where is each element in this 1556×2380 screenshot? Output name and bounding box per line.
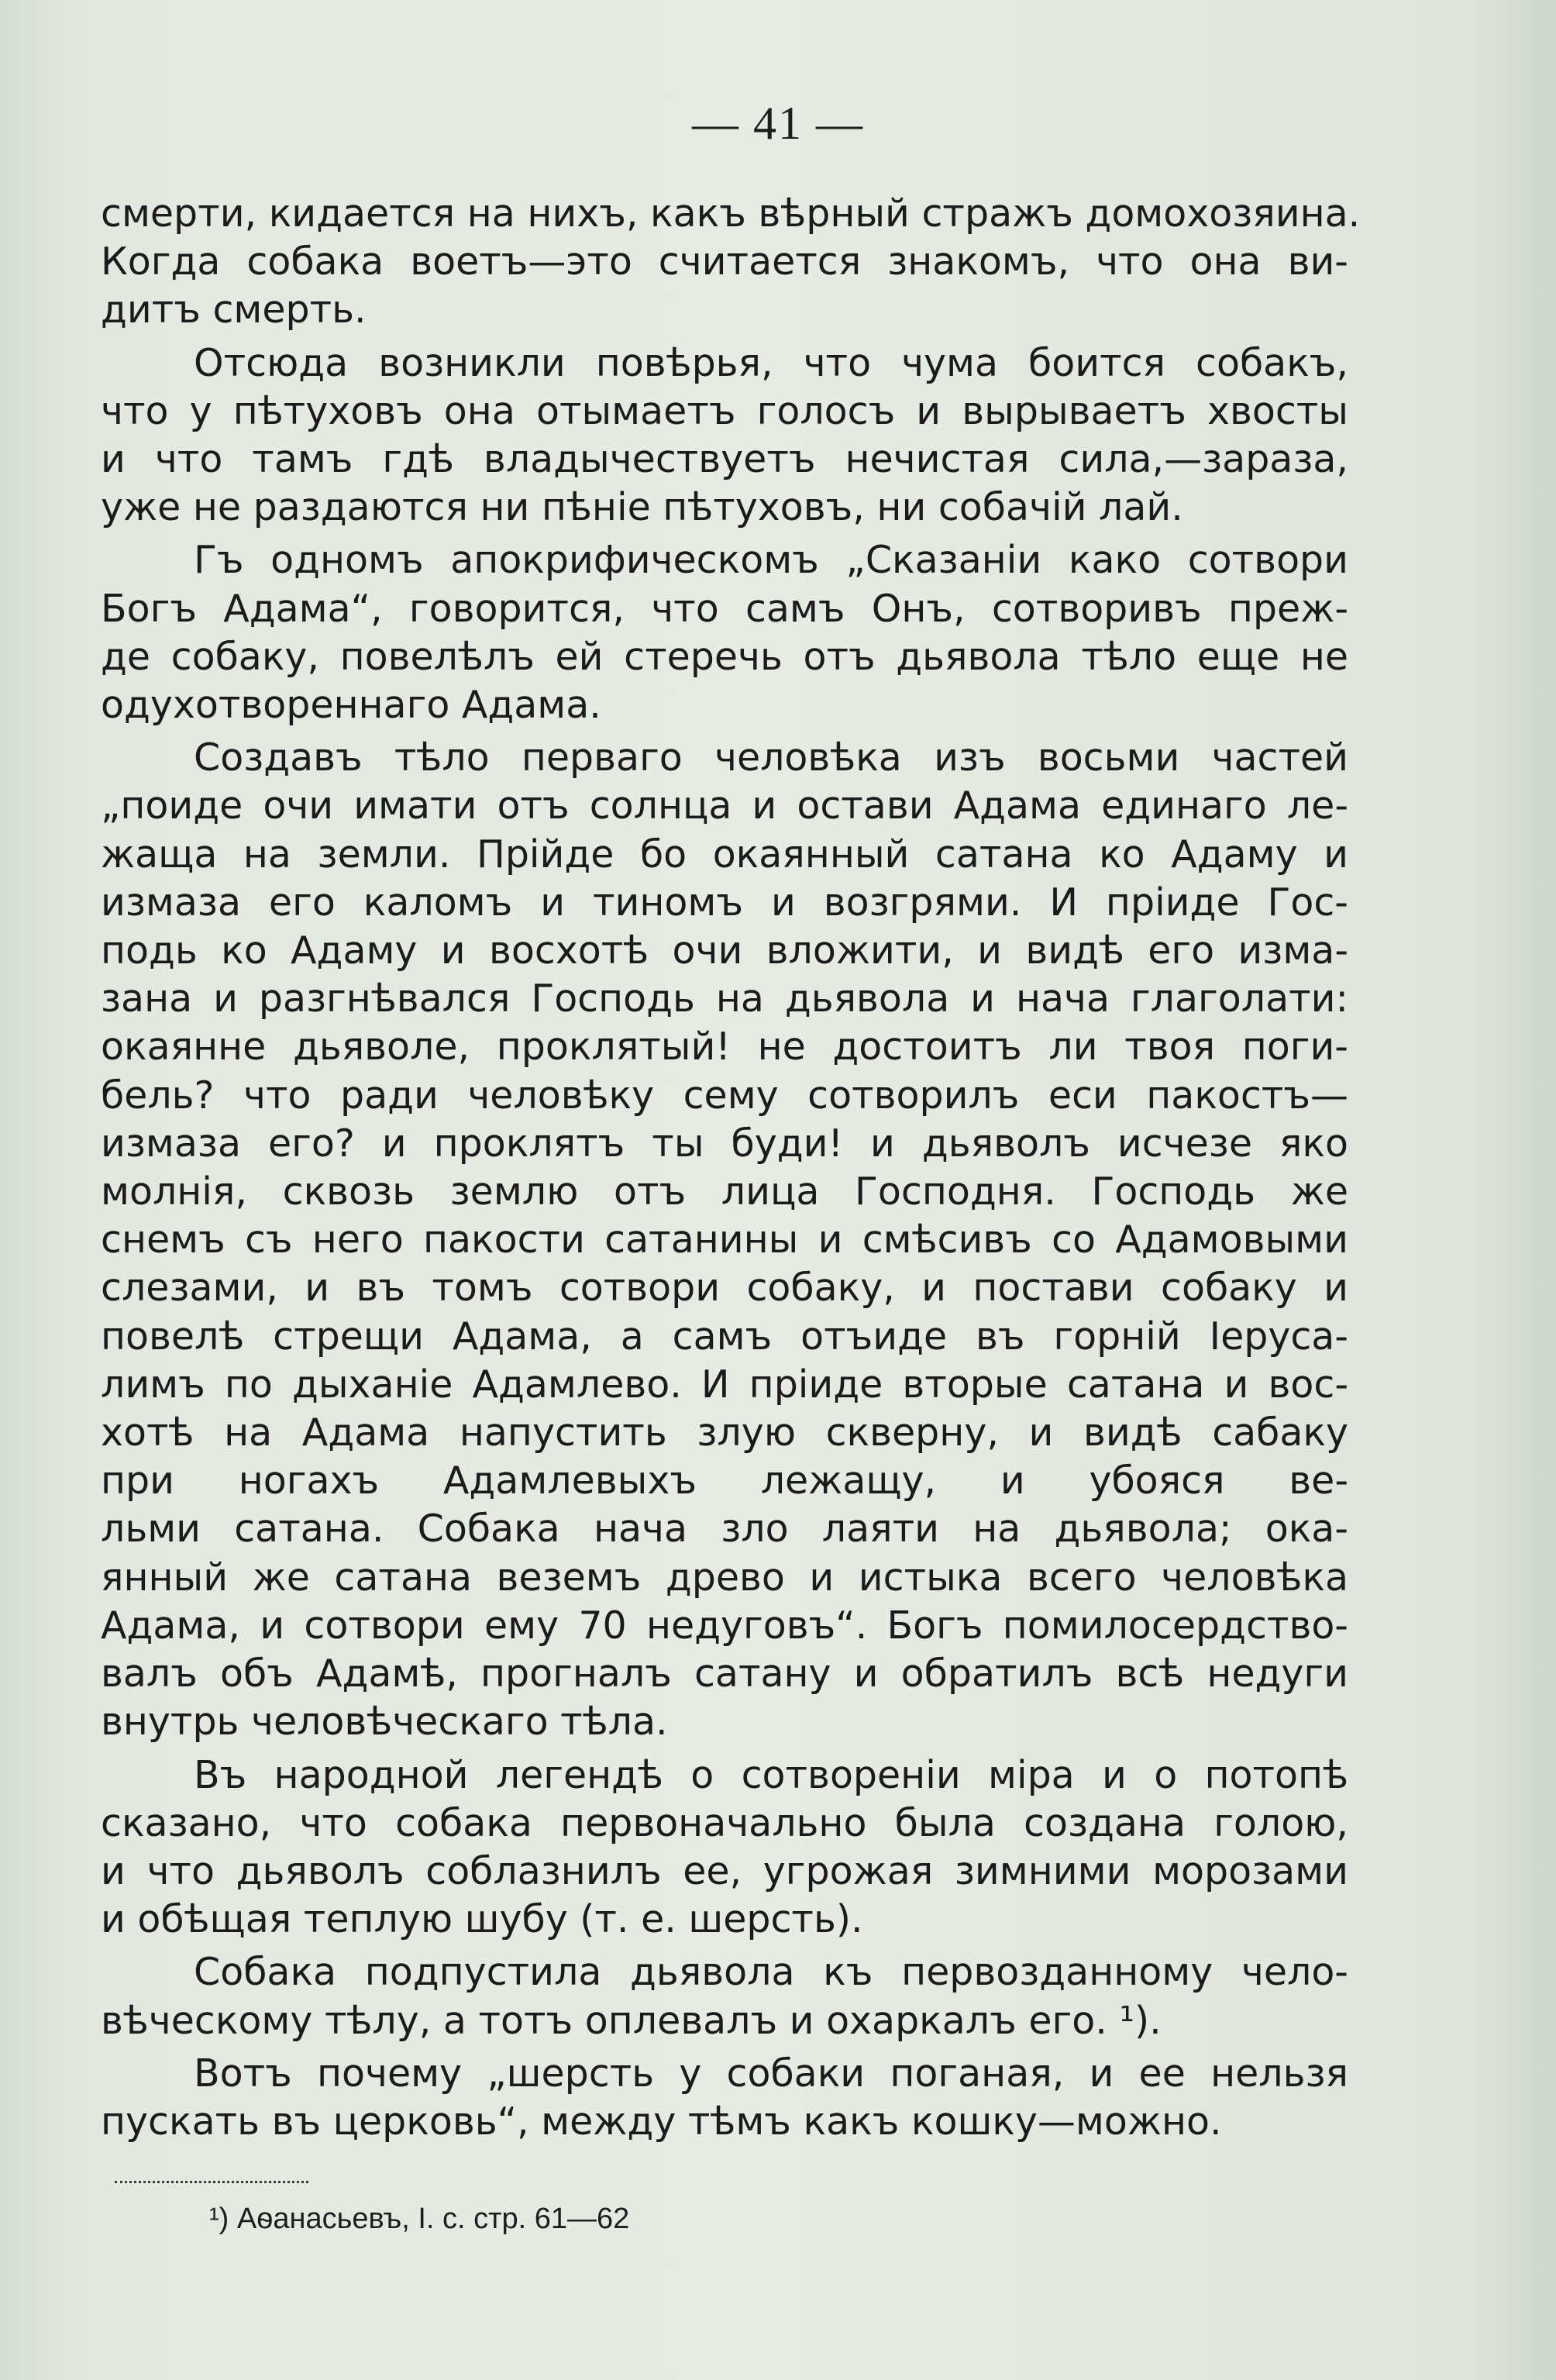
footnote: ¹) Аѳанасьевъ, I. с. стр. 61—62 [209,2203,630,2235]
body-text [101,190,1361,2151]
text-line: пускать въ церковь“, между тѣмъ какъ кошку—можно. [101,2099,1222,2144]
text-line: янный же сатана веземъ древо и истыка всего человѣка [101,1555,1348,1600]
text-line: слезами, и въ томъ сотвори собаку, и постави собаку и [101,1266,1348,1311]
page-number: — 41 — [692,98,864,149]
text-line: вѣческому тѣлу, а тотъ оплевалъ и охаркалъ его. ¹). [101,1998,1162,2043]
text-line: льми сатана. Собака нача зло лаяти на дьявола; ока- [101,1507,1348,1552]
text-line: подь ко Адаму и восхотѣ очи вложити, и видѣ его изма- [101,928,1348,973]
text-line: Отсюда возникли повѣрья, что чума боится собакъ, [194,340,1348,385]
text-line: Въ народной легендѣ о сотвореніи міра и о потопѣ [194,1752,1348,1797]
text-line: снемъ съ него пакости сатанины и смѣсивъ со Адамовыми [101,1218,1348,1262]
text-line: Вотъ почему „шерсть у собаки поганая, и ее нельзя [194,2051,1348,2096]
text-line: „поиде очи имати отъ солнца и остави Адама единаго ле- [101,784,1348,828]
paragraph [101,339,1348,532]
text-line: и обѣщая теплую шубу (т. е. шерсть). [101,1897,863,1942]
text-line: хотѣ на Адама напустить злую скверну, и видѣ сабаку [101,1410,1348,1455]
paragraph [101,2050,1348,2146]
text-line: лимъ по дыханіе Адамлево. И пріиде вторые сатана и вос- [101,1362,1348,1407]
text-line: жаща на земли. Прійде бо окаянный сатана ко Адаму и [101,832,1348,877]
text-line: одухотвореннаго Адама. [101,683,601,728]
text-line: измаза его? и проклятъ ты буди! и дьяволъ исчезе яко [101,1121,1348,1166]
paragraph [101,536,1348,729]
footnote-separator [115,2181,308,2183]
text-line: Богъ Адама“, говорится, что самъ Онъ, сотворивъ преж- [101,586,1348,631]
text-line: что у пѣтуховъ она отымаетъ голосъ и вырываетъ хвосты [101,388,1348,433]
text-line: Собака подпустила дьявола къ первозданному чело- [194,1950,1348,1995]
text-line: зана и разгнѣвался Господь на дьявола и нача глаголати: [101,976,1348,1021]
text-line: измаза его каломъ и тиномъ и возгрями. И пріиде Гос- [101,880,1348,925]
text-line: повелѣ стрещи Адама, а самъ отъиде въ горній Іеруса- [101,1314,1348,1359]
text-line: внутрь человѣческаго тѣла. [101,1700,668,1745]
paragraph [101,1751,1348,1944]
text-line: уже не раздаются ни пѣніе пѣтуховъ, ни собачій лай. [101,485,1183,530]
text-line: бель? что ради человѣку сему сотворилъ еси пакостъ— [101,1073,1348,1118]
text-line: сказано, что собака первоначально была создана голою, [101,1800,1348,1845]
text-line: Создавъ тѣло перваго человѣка изъ восьми частей [194,735,1348,780]
text-line: смерти, кидается на нихъ, какъ вѣрный стражъ домохозяина. [101,191,1361,236]
text-line: и что тамъ гдѣ владычествуетъ нечистая сила,—зараза, [101,437,1348,482]
text-line: дитъ смерть. [101,288,367,332]
paragraph [101,734,1348,1746]
text-line: и что дьяволъ соблазнилъ ее, угрожая зимними морозами [101,1848,1348,1893]
text-line: Когда собака воетъ—это считается знакомъ, что она ви- [101,239,1348,284]
text-line: Гъ одномъ апокрифическомъ „Сказаніи како сотвори [194,538,1348,583]
paragraph [101,1948,1348,2044]
text-line: Адама, и сотвори ему 70 недуговъ“. Богъ помилосердство- [101,1603,1348,1648]
text-line: валъ объ Адамѣ, прогналъ сатану и обратилъ всѣ недуги [101,1652,1348,1696]
text-line: молнія, сквозь землю отъ лица Господня. Господь же [101,1169,1348,1214]
text-line: де собаку, повелѣлъ ей стеречь отъ дьявола тѣло еще не [101,634,1348,679]
text-line: при ногахъ Адамлевыхъ лежащу, и убояся ве- [101,1459,1348,1503]
paragraph [101,190,1361,335]
text-line: окаянне дьяволе, проклятый! не достоитъ ли твоя поги- [101,1025,1348,1069]
